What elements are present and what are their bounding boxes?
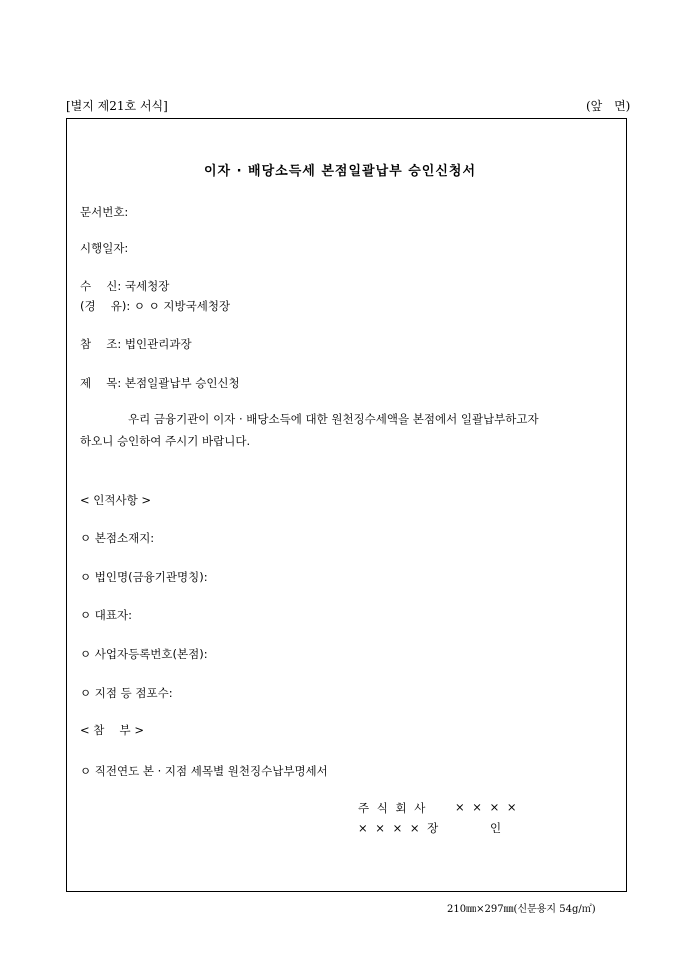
exec-date-field: 시행일자:: [80, 241, 129, 255]
attachment-item: ㅇ 직전연도 본 · 지점 세목별 원천징수납부명세서: [80, 764, 328, 778]
paper-spec: 210㎜×297㎜(신문용지 54g/㎡): [447, 904, 596, 915]
signature-company-label: 주 식 회 사: [358, 801, 428, 815]
via-field: (경 유): ㅇ ㅇ 지방국세청장: [80, 299, 231, 313]
form-number: [별지 제21호 서식]: [66, 99, 168, 113]
subject-field: 제 목: 본점일괄납부 승인신청: [80, 376, 240, 390]
signature-company-name: × × × ×: [455, 800, 519, 814]
recipient-field: 수 신: 국세청장: [80, 279, 170, 293]
reference-field: 참 조: 법인관리과장: [80, 337, 192, 351]
body-line-1: 우리 금융기관이 이자 · 배당소득에 대한 원천징수세액을 본점에서 일괄납부하고자: [128, 412, 539, 426]
branch-count-field: ㅇ 지점 등 점포수:: [80, 686, 173, 700]
biz-reg-number-field: ㅇ 사업자등록번호(본점):: [80, 647, 208, 661]
body-line-2: 하오니 승인하여 주시기 바랍니다.: [80, 434, 251, 448]
page-side-label: (앞 면): [586, 99, 631, 113]
seal-mark: 인: [490, 821, 504, 835]
corp-name-field: ㅇ 법인명(금융기관명칭):: [80, 570, 208, 584]
signature-head-label: × × × × 장: [358, 821, 441, 835]
section-attachment: < 참 부 >: [80, 723, 144, 737]
doc-number-field: 문서번호:: [80, 205, 129, 219]
section-personal-info: < 인적사항 >: [80, 493, 152, 507]
representative-field: ㅇ 대표자:: [80, 608, 132, 622]
hq-address-field: ㅇ 본점소재지:: [80, 531, 155, 545]
body-paragraph: [80, 408, 600, 452]
form-title: 이자 · 배당소득세 본점일괄납부 승인신청서: [203, 164, 477, 179]
